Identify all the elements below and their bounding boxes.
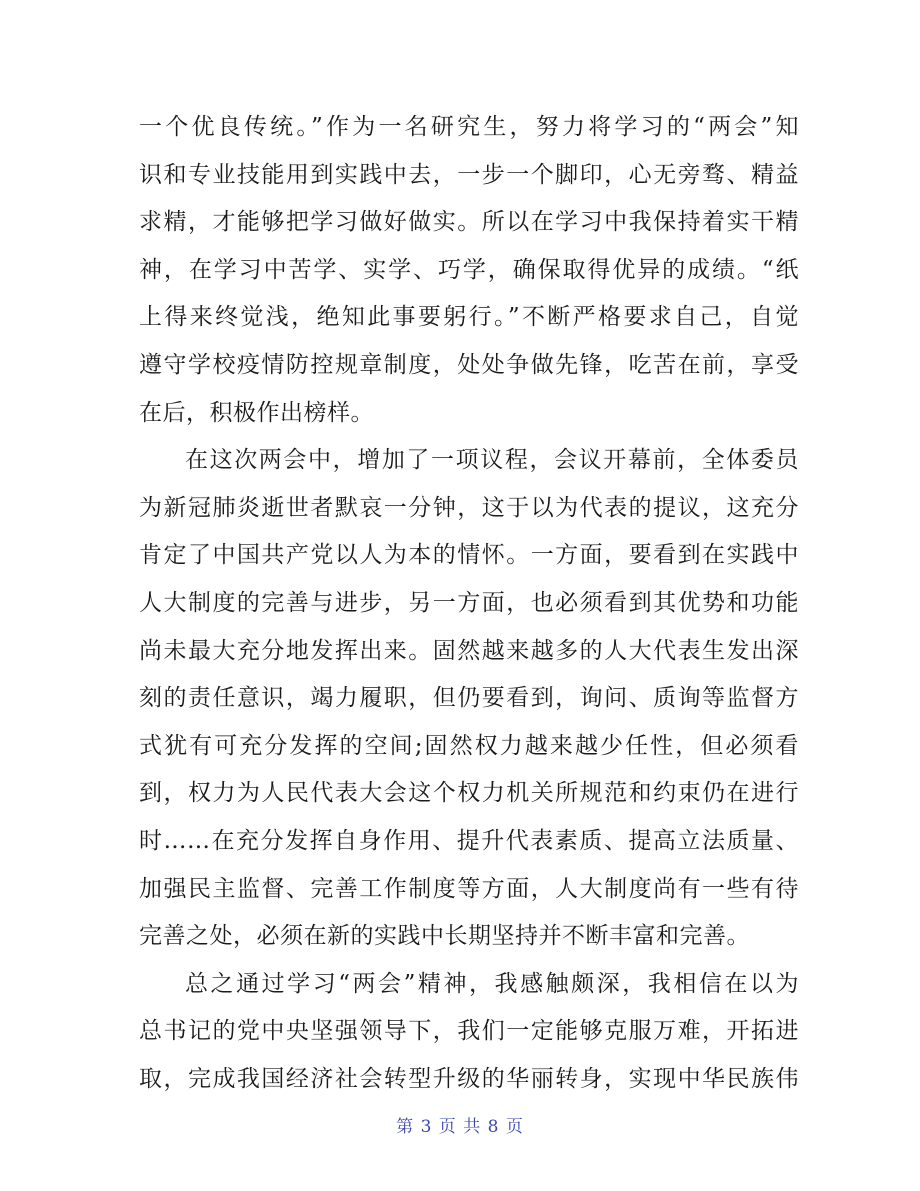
page-number-footer: 第 3 页 共 8 页: [396, 1117, 524, 1137]
text-line: 上得来终觉浅，绝知此事要躬行。”不断严格要求自己，自觉: [139, 304, 799, 331]
text-line: 为新冠肺炎逝世者默哀一分钟，这于以为代表的提议，这充分: [139, 494, 799, 521]
text-line: 到，权力为人民代表大会这个权力机关所规范和约束仍在进行: [139, 780, 799, 807]
text-line: 尚未最大充分地发挥出来。固然越来越多的人大代表生发出深: [139, 637, 799, 664]
text-line: 神，在学习中苦学、实学、巧学，确保取得优异的成绩。“纸: [139, 256, 799, 283]
text-line: 总书记的党中央坚强领导下，我们一定能够克服万难，开拓进: [139, 1018, 799, 1045]
text-line: 完善之处，必须在新的实践中长期坚持并不断丰富和完善。: [139, 923, 750, 950]
text-line: 取，完成我国经济社会转型升级的华丽转身，实现中华民族伟: [139, 1065, 799, 1092]
text-line: 式犹有可充分发挥的空间;固然权力越来越少任性，但必须看: [139, 732, 799, 759]
body-text: [139, 104, 799, 1103]
text-line: 遵守学校疫情防控规章制度，处处争做先锋，吃苦在前，享受: [139, 351, 799, 378]
text-line: 加强民主监督、完善工作制度等方面，人大制度尚有一些有待: [139, 875, 799, 902]
text-line: 总之通过学习“两会”精神，我感触颇深，我相信在以为: [185, 970, 799, 997]
text-line: 刻的责任意识，竭力履职，但仍要看到，询问、质询等监督方: [139, 685, 799, 712]
text-line: 一个优良传统。”作为一名研究生，努力将学习的“两会”知: [139, 114, 799, 140]
text-line: 在后，积极作出榜样。: [139, 399, 374, 426]
text-line: 肯定了中国共产党以人为本的情怀。一方面，要看到在实践中: [139, 542, 799, 569]
text-line: 人大制度的完善与进步，另一方面，也必须看到其优势和功能: [139, 589, 799, 616]
text-line: 求精，才能够把学习做好做实。所以在学习中我保持着实干精: [139, 209, 799, 236]
text-line: 时……在充分发挥自身作用、提升代表素质、提高立法质量、: [139, 827, 799, 854]
text-line: 识和专业技能用到实践中去，一步一个脚印，心无旁骛、精益: [139, 161, 799, 188]
text-line: 在这次两会中，增加了一项议程，会议开幕前，全体委员: [185, 447, 799, 474]
